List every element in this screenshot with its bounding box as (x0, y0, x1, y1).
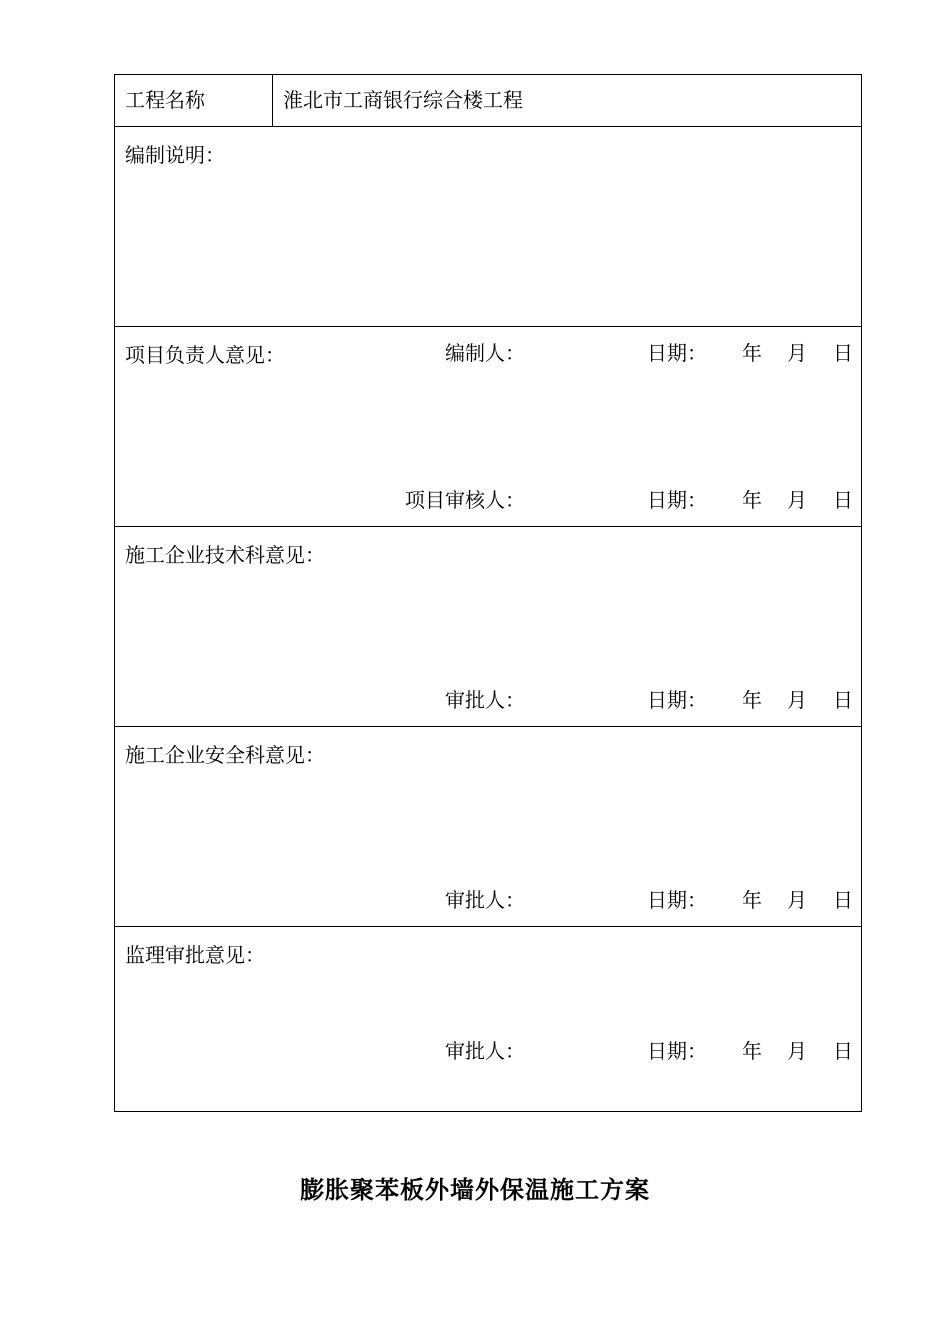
month-label: 月 (787, 1039, 807, 1063)
project-name-value: 淮北市工商银行综合楼工程 (283, 88, 523, 112)
day-label: 日 (833, 1039, 853, 1063)
section-title: 编制说明： (125, 143, 225, 167)
month-label: 月 (787, 888, 807, 912)
section-title: 项目负责人意见： (125, 343, 285, 367)
date-label: 日期： (647, 1039, 707, 1063)
section-supervisor-approval (115, 926, 861, 1111)
section-safety-dept-opinion (115, 726, 861, 926)
signer-label: 编制人： (445, 341, 525, 365)
signature-line (115, 486, 861, 514)
signer-label: 审批人： (445, 1039, 525, 1063)
document-title: 膨胀聚苯板外墙外保温施工方案 (300, 1175, 650, 1204)
signer-label: 审批人： (445, 888, 525, 912)
signature-line (115, 686, 861, 714)
month-label: 月 (787, 488, 807, 512)
day-label: 日 (833, 888, 853, 912)
section-title: 施工企业安全科意见： (125, 743, 325, 767)
section-technical-dept-opinion (115, 526, 861, 726)
year-label: 年 (742, 488, 762, 512)
signature-line (115, 1037, 861, 1065)
approval-form-table (114, 74, 862, 1112)
date-label: 日期： (647, 888, 707, 912)
section-title: 监理审批意见： (125, 943, 265, 967)
day-label: 日 (833, 488, 853, 512)
day-label: 日 (833, 688, 853, 712)
project-name-row (115, 75, 861, 126)
signer-label: 审批人： (445, 688, 525, 712)
date-label: 日期： (647, 488, 707, 512)
year-label: 年 (742, 1039, 762, 1063)
month-label: 月 (787, 341, 807, 365)
section-project-manager-opinion (115, 326, 861, 526)
month-label: 月 (787, 688, 807, 712)
signature-line (115, 886, 861, 914)
year-label: 年 (742, 688, 762, 712)
project-name-label: 工程名称 (115, 75, 273, 126)
day-label: 日 (833, 341, 853, 365)
signer-label: 项目审核人： (405, 488, 525, 512)
date-label: 日期： (647, 688, 707, 712)
date-label: 日期： (647, 341, 707, 365)
section-title: 施工企业技术科意见： (125, 543, 325, 567)
year-label: 年 (742, 888, 762, 912)
year-label: 年 (742, 341, 762, 365)
